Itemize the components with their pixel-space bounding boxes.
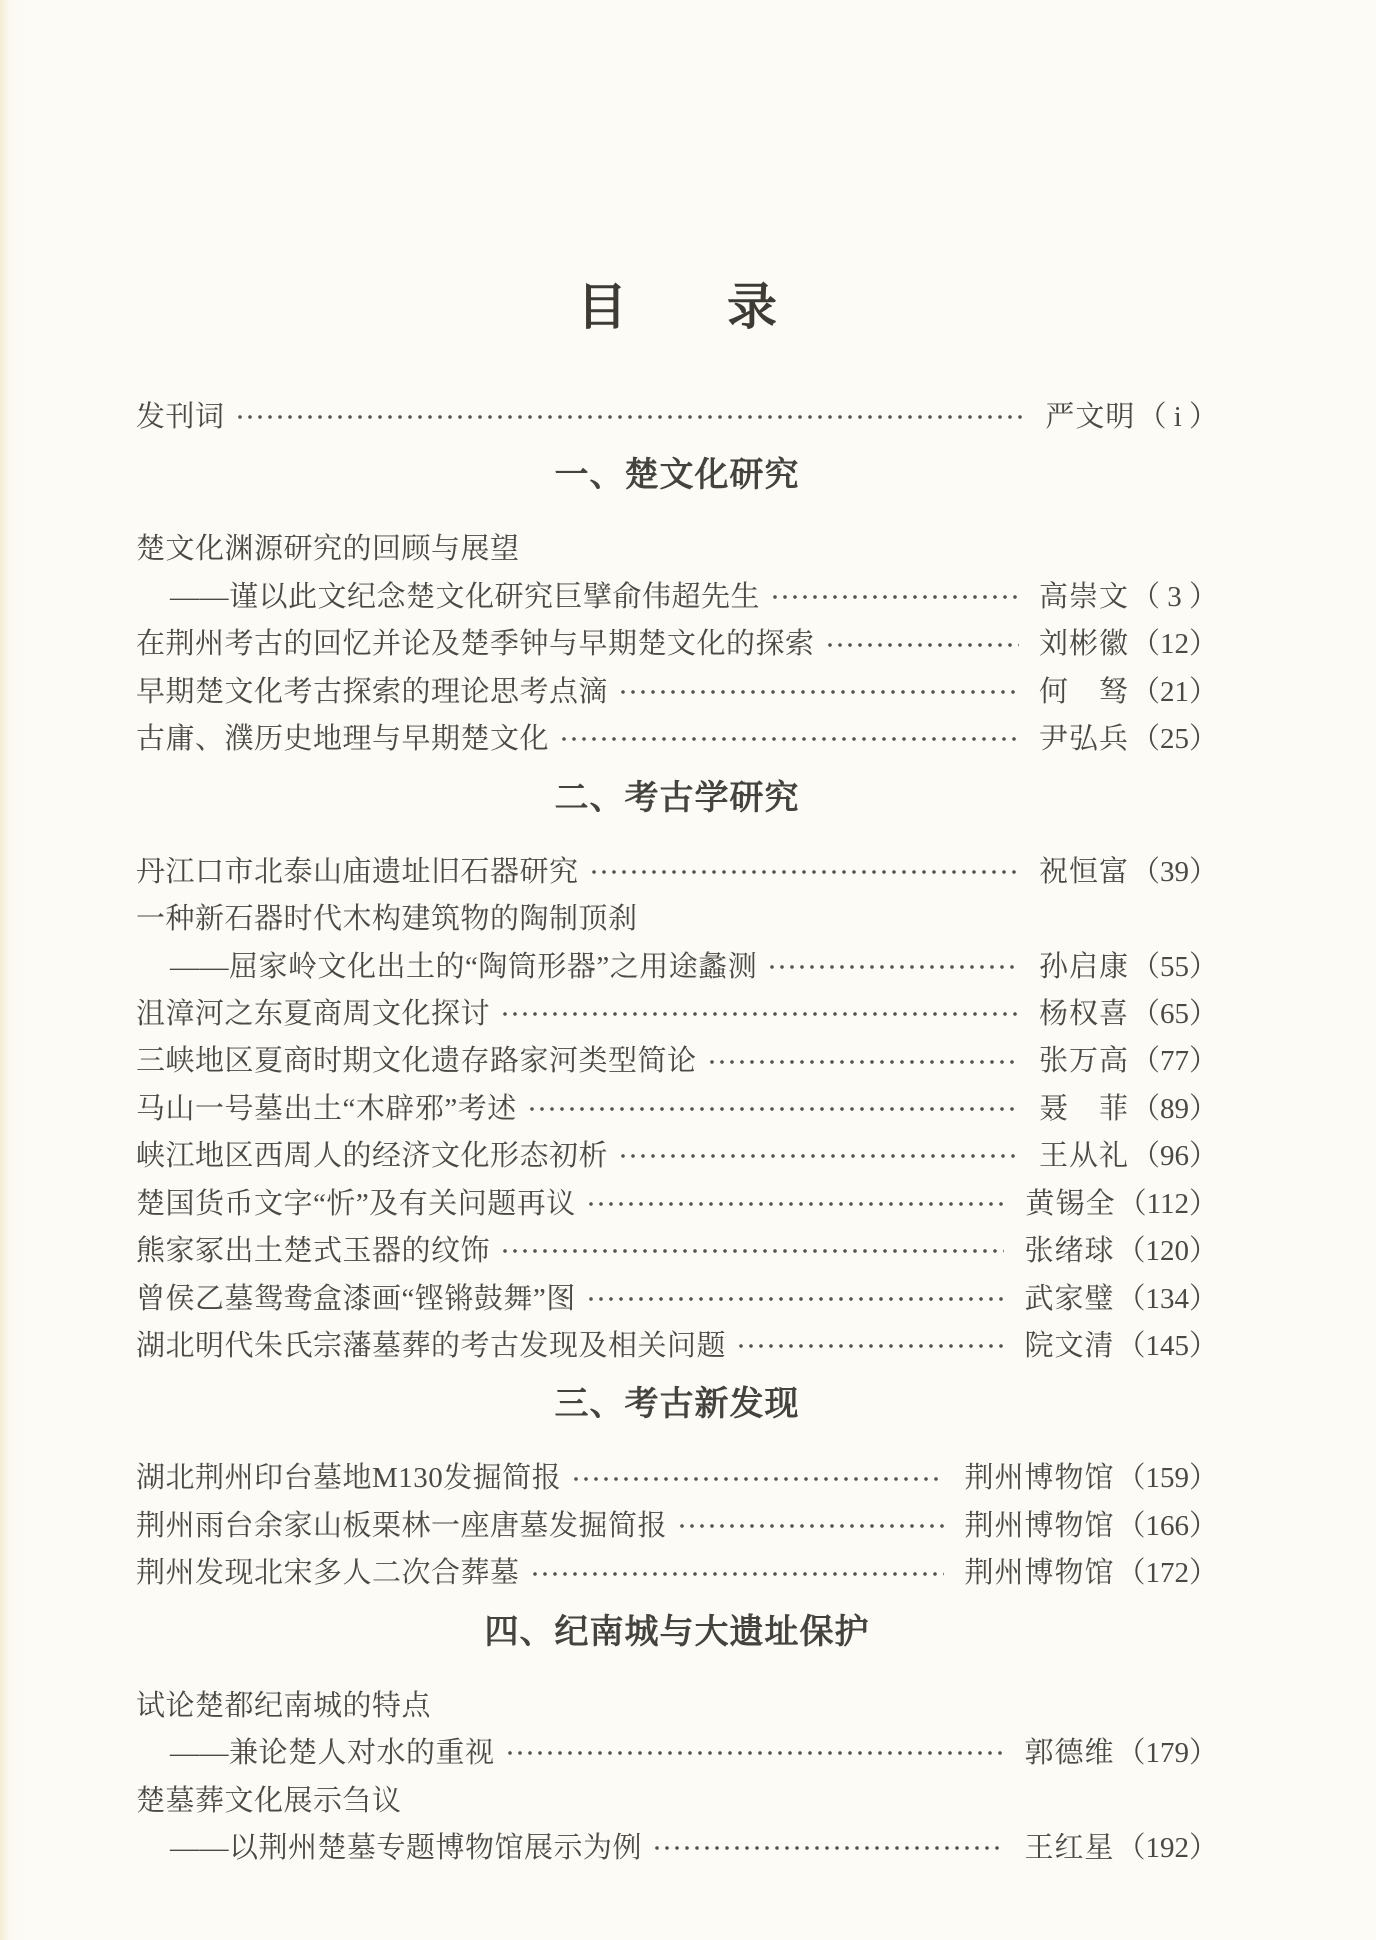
toc-entry-row [136, 952, 1218, 982]
entry-title: 在荆州考古的回忆并论及楚季钟与早期楚文化的探索 [136, 628, 815, 661]
entry-title: 古庸、濮历史地理与早期楚文化 [136, 723, 550, 756]
entry-page-number: （179） [1116, 1737, 1218, 1770]
dot-leader [500, 1010, 1019, 1018]
toc-entry-row [136, 1463, 1218, 1493]
entry-author: 院文清 [1024, 1330, 1115, 1362]
entry-author: 张绪球 [1024, 1235, 1115, 1268]
dot-leader [235, 413, 1026, 421]
entry-title: 荆州发现北宋多人二次合葬墓 [136, 1557, 520, 1590]
entry-author: 孙启康 [1038, 950, 1129, 983]
entry-title: 发刊词 [136, 401, 225, 433]
entry-title: 曾侯乙墓鸳鸯盒漆画“铿锵鼓舞”图 [136, 1282, 576, 1315]
toc-section [136, 458, 1218, 754]
entry-page-number: （25） [1130, 723, 1218, 756]
dot-leader [677, 1522, 944, 1530]
toc-entry-row [136, 857, 1218, 887]
toc-entry-row [136, 1786, 1218, 1816]
entry-title: 荆州雨台余家山板栗林一座唐墓发掘简报 [136, 1509, 668, 1542]
toc-entry-row [136, 1738, 1218, 1768]
entry-page-number: （77） [1130, 1045, 1218, 1078]
entry-title: 三峡地区夏商时期文化遗存路家河类型简论 [136, 1045, 697, 1078]
dot-leader [500, 1247, 1004, 1255]
dot-leader [586, 1200, 1006, 1208]
toc-entry-row [136, 1558, 1218, 1588]
dot-leader [527, 1105, 1019, 1113]
entry-title: ——以荆州楚墓专题博物馆展示为例 [170, 1832, 643, 1865]
entry-title: 沮漳河之东夏商周文化探讨 [136, 997, 491, 1030]
section-heading: 四、纪南城与大遗址保护 [484, 1612, 870, 1651]
toc-entry-row [136, 724, 1218, 754]
toc-entry-row [136, 402, 1218, 432]
toc-entry-row [136, 1141, 1218, 1171]
entry-title: 楚墓葬文化展示刍议 [136, 1784, 402, 1817]
entry-author: 郭德维 [1024, 1737, 1115, 1770]
dot-leader [707, 1058, 1019, 1066]
entry-page-number: （ 3 ） [1130, 580, 1218, 613]
entry-page-number: （166） [1116, 1509, 1218, 1542]
toc-entry-row [136, 1189, 1218, 1219]
toc-entry-row [136, 1511, 1218, 1541]
entry-page-number: （ i ） [1137, 401, 1218, 433]
entry-author: 荆州博物馆 [964, 1462, 1115, 1495]
entry-author: 张万高 [1038, 1045, 1129, 1078]
entry-title: 丹江口市北泰山庙遗址旧石器研究 [136, 855, 579, 888]
entry-title: 楚文化渊源研究的回顾与展望 [136, 533, 520, 566]
toc-entry-row [136, 1331, 1218, 1361]
toc-entry-row [136, 629, 1218, 659]
entry-author: 王红星 [1024, 1832, 1115, 1865]
toc-section [136, 402, 1218, 432]
section-heading: 二、考古学研究 [554, 778, 800, 817]
dot-leader [618, 1152, 1019, 1160]
entry-author: 荆州博物馆 [964, 1509, 1115, 1542]
entry-title: 早期楚文化考古探索的理论思考点滴 [136, 675, 609, 708]
dot-leader [652, 1844, 1004, 1852]
entry-author: 黄锡全 [1025, 1187, 1116, 1220]
entry-page-number: （192） [1116, 1832, 1218, 1865]
entry-title: ——兼论楚人对水的重视 [170, 1737, 495, 1770]
toc-content-column [136, 279, 1218, 1881]
entry-page-number: （55） [1130, 950, 1218, 983]
dot-leader [618, 688, 1019, 696]
toc-entry-row [136, 1046, 1218, 1076]
dot-leader [589, 868, 1019, 876]
entry-title: 峡江地区西周人的经济文化形态初析 [136, 1140, 609, 1173]
toc-entry-row [136, 534, 1218, 564]
entry-author: 何 驽 [1038, 675, 1129, 708]
entry-title: 湖北荆州印台墓地M130发掘简报 [136, 1462, 562, 1495]
entry-title: ——屈家岭文化出土的“陶筒形器”之用途蠡测 [170, 950, 758, 983]
dot-leader [770, 593, 1019, 601]
toc-entry-row [136, 582, 1218, 612]
dot-leader [767, 963, 1019, 971]
entry-page-number: （21） [1130, 675, 1218, 708]
dot-leader [530, 1570, 945, 1578]
entry-title: 湖北明代朱氏宗藩墓葬的考古发现及相关问题 [136, 1330, 727, 1362]
toc-entry-row [136, 677, 1218, 707]
entry-page-number: （159） [1116, 1462, 1218, 1495]
toc-content [136, 402, 1218, 1864]
entry-author: 刘彬徽 [1038, 628, 1129, 661]
toc-section [136, 778, 1218, 1362]
entry-author: 王从礼 [1038, 1140, 1129, 1173]
toc-entry-row [136, 999, 1218, 1029]
entry-title: 一种新石器时代木构建筑物的陶制顶刹 [136, 903, 638, 936]
entry-title: 楚国货币文字“忻”及有关问题再议 [136, 1187, 576, 1220]
dot-leader [505, 1749, 1005, 1757]
toc-entry-row [136, 1094, 1218, 1124]
entry-author: 荆州博物馆 [964, 1557, 1115, 1590]
section-heading: 三、考古新发现 [554, 1385, 800, 1424]
entry-page-number: （134） [1116, 1282, 1218, 1315]
dot-leader [825, 641, 1019, 649]
page-title: 目 录 [577, 279, 777, 335]
entry-page-number: （112） [1117, 1187, 1218, 1220]
toc-section [136, 1387, 1218, 1588]
entry-title: ——谨以此文纪念楚文化研究巨擘俞伟超先生 [170, 580, 761, 613]
dot-leader [586, 1295, 1005, 1303]
dot-leader [559, 735, 1019, 743]
entry-page-number: （172） [1116, 1557, 1218, 1590]
section-heading: 一、楚文化研究 [554, 456, 800, 495]
entry-page-number: （120） [1116, 1235, 1218, 1268]
entry-page-number: （39） [1130, 855, 1218, 888]
entry-author: 聂 菲 [1038, 1092, 1129, 1125]
toc-entry-row [136, 1236, 1218, 1266]
toc-entry-row [136, 1691, 1218, 1721]
toc-entry-row [136, 1284, 1218, 1314]
entry-author: 武家璧 [1024, 1282, 1115, 1315]
entry-title: 试论楚都纪南城的特点 [136, 1689, 432, 1722]
entry-author: 尹弘兵 [1038, 723, 1129, 756]
entry-page-number: （145） [1116, 1330, 1218, 1362]
toc-entry-row [136, 904, 1218, 934]
entry-author: 严文明 [1045, 401, 1136, 433]
entry-title: 马山一号墓出土“木辟邪”考述 [136, 1092, 517, 1125]
entry-title: 熊家冢出土楚式玉器的纹饰 [136, 1235, 491, 1268]
entry-page-number: （96） [1130, 1140, 1218, 1173]
dot-leader [736, 1342, 1004, 1350]
entry-author: 祝恒富 [1038, 855, 1129, 888]
entry-author: 高崇文 [1038, 580, 1129, 613]
entry-author: 杨权喜 [1038, 997, 1129, 1030]
entry-page-number: （65） [1130, 997, 1218, 1030]
toc-section [136, 1612, 1218, 1865]
toc-entry-row [136, 1833, 1218, 1863]
entry-page-number: （12） [1130, 628, 1218, 661]
dot-leader [571, 1475, 944, 1483]
entry-page-number: （89） [1130, 1092, 1218, 1125]
